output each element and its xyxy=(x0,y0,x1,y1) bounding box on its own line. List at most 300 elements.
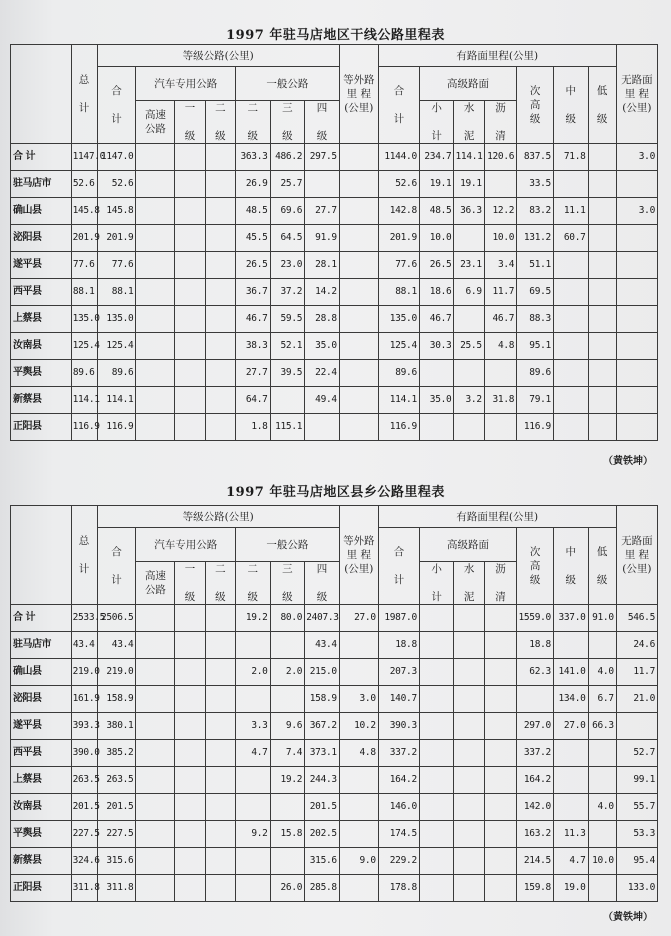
row-label xyxy=(11,875,72,902)
data-cell xyxy=(175,848,205,875)
data-cell xyxy=(270,794,305,821)
data-cell xyxy=(378,360,419,387)
asphalt-header-text: 沥 清 xyxy=(495,563,506,603)
data-cell xyxy=(616,252,657,279)
data-cell-text: 367.2 xyxy=(309,720,337,731)
data-cell xyxy=(270,252,305,279)
data-cell xyxy=(235,387,270,414)
data-cell xyxy=(136,360,175,387)
data-cell xyxy=(205,632,235,659)
data-cell xyxy=(588,279,616,306)
data-cell xyxy=(205,767,235,794)
data-cell-text: 116.9 xyxy=(523,421,551,432)
row-label-text: 西平县 xyxy=(13,286,42,297)
data-cell xyxy=(71,360,97,387)
data-cell-text: 131.2 xyxy=(523,232,551,243)
data-cell xyxy=(136,198,175,225)
data-cell xyxy=(205,306,235,333)
data-cell xyxy=(454,306,484,333)
data-cell-text: 390.3 xyxy=(389,720,417,731)
data-cell xyxy=(553,794,588,821)
sub-high-header xyxy=(517,528,554,605)
data-cell xyxy=(175,659,205,686)
data-cell-text: 27.7 xyxy=(245,367,268,378)
data-cell xyxy=(305,686,340,713)
data-cell xyxy=(205,252,235,279)
data-cell xyxy=(484,794,516,821)
data-cell xyxy=(305,333,340,360)
data-cell-text: 46.7 xyxy=(429,313,452,324)
data-cell xyxy=(97,387,136,414)
data-cell xyxy=(378,279,419,306)
data-cell-text: 315.6 xyxy=(106,855,134,866)
asphalt-header xyxy=(484,101,516,144)
data-cell-text: 24.6 xyxy=(633,639,655,650)
general-level2-header xyxy=(235,101,270,144)
data-cell-text: 546.5 xyxy=(627,612,655,623)
data-cell xyxy=(97,632,136,659)
data-cell-text: 26.5 xyxy=(245,259,268,270)
trunk-road-table xyxy=(10,44,658,441)
data-cell xyxy=(484,225,516,252)
data-cell xyxy=(136,225,175,252)
table-row xyxy=(11,848,658,875)
high-pavement-header-text: 高级路面 xyxy=(447,538,490,551)
table-row xyxy=(11,875,658,902)
high-subtotal-header-text: 小 计 xyxy=(431,102,442,142)
data-cell xyxy=(305,414,340,441)
data-cell xyxy=(235,848,270,875)
data-cell-text: 23.1 xyxy=(460,259,482,270)
data-cell-text: 18.6 xyxy=(429,286,452,297)
data-cell-text: 393.3 xyxy=(72,720,100,731)
data-cell-text: 7.4 xyxy=(285,747,303,758)
data-cell xyxy=(553,659,588,686)
data-cell-text: 3.0 xyxy=(638,151,655,162)
row-label-text: 合 计 xyxy=(13,612,35,623)
data-cell xyxy=(136,875,175,902)
data-cell xyxy=(235,605,270,632)
data-cell-text: 91.0 xyxy=(592,612,614,623)
data-cell-text: 36.7 xyxy=(245,286,268,297)
data-cell xyxy=(305,848,340,875)
data-cell xyxy=(339,279,378,306)
data-cell xyxy=(454,252,484,279)
data-cell-text: 125.4 xyxy=(72,340,100,351)
data-cell xyxy=(136,279,175,306)
data-cell xyxy=(517,387,554,414)
data-cell xyxy=(339,198,378,225)
data-cell xyxy=(305,659,340,686)
data-cell xyxy=(71,252,97,279)
data-cell-text: 77.6 xyxy=(111,259,134,270)
data-cell xyxy=(339,414,378,441)
data-cell xyxy=(517,414,554,441)
data-cell-text: 114.1 xyxy=(106,394,134,405)
data-cell xyxy=(205,279,235,306)
graded-road-header-text: 等级公路(公里) xyxy=(182,510,254,523)
general-road-header-text: 一般公路 xyxy=(266,77,309,90)
data-cell-text: 142.0 xyxy=(523,801,551,812)
data-cell xyxy=(205,144,235,171)
data-cell xyxy=(616,740,657,767)
paved-header xyxy=(378,45,616,67)
data-cell xyxy=(270,740,305,767)
data-cell xyxy=(136,767,175,794)
data-cell xyxy=(616,848,657,875)
data-cell-text: 114.1 xyxy=(455,151,483,162)
data-cell-text: 19.2 xyxy=(280,774,303,785)
data-cell-text: 55.7 xyxy=(633,801,655,812)
data-cell xyxy=(588,632,616,659)
row-label xyxy=(11,306,72,333)
data-cell xyxy=(71,144,106,171)
data-cell-text: 373.1 xyxy=(309,747,337,758)
data-cell xyxy=(419,279,454,306)
data-cell xyxy=(339,225,378,252)
data-cell xyxy=(71,414,100,441)
data-cell-text: 77.6 xyxy=(72,259,95,270)
data-cell xyxy=(205,686,235,713)
data-cell xyxy=(339,171,378,198)
row-label xyxy=(11,387,72,414)
data-cell xyxy=(484,306,516,333)
data-cell xyxy=(378,767,419,794)
data-cell xyxy=(305,144,340,171)
data-cell xyxy=(175,713,205,740)
middle-grade-header xyxy=(553,67,588,144)
data-cell-text: 2533.5 xyxy=(72,612,106,623)
data-cell-text: 285.8 xyxy=(309,882,337,893)
data-cell xyxy=(553,279,588,306)
data-cell xyxy=(553,333,588,360)
data-cell-text: 27.0 xyxy=(354,612,376,623)
auto-level1-header xyxy=(175,101,205,144)
data-cell xyxy=(71,632,97,659)
data-cell-text: 134.0 xyxy=(558,693,586,704)
data-cell-text: 174.5 xyxy=(389,828,417,839)
data-cell-text: 201.5 xyxy=(72,801,100,812)
data-cell xyxy=(419,659,454,686)
data-cell-text: 2.0 xyxy=(251,666,268,677)
table-row xyxy=(11,198,658,225)
data-cell xyxy=(484,875,516,902)
row-label-text: 驻马店市 xyxy=(13,178,51,189)
data-cell-text: 4.0 xyxy=(597,666,614,677)
data-cell-text: 88.1 xyxy=(72,286,95,297)
data-cell-text: 52.6 xyxy=(72,178,95,189)
data-cell xyxy=(553,306,588,333)
table-row xyxy=(11,171,658,198)
data-cell xyxy=(517,875,554,902)
unpaved-header xyxy=(616,45,657,144)
data-cell-text: 38.3 xyxy=(245,340,268,351)
paved-total-header xyxy=(378,67,419,144)
paved-total-header-text: 合 计 xyxy=(393,546,405,586)
data-cell-text: 25.7 xyxy=(280,178,303,189)
data-cell xyxy=(339,632,378,659)
data-cell-text: 201.5 xyxy=(309,801,337,812)
data-cell-text: 28.8 xyxy=(315,313,337,324)
data-cell xyxy=(305,740,340,767)
data-cell xyxy=(71,225,100,252)
data-cell-text: 89.6 xyxy=(529,367,551,378)
data-cell xyxy=(616,279,657,306)
row-label xyxy=(11,686,72,713)
data-cell-text: 19.1 xyxy=(460,178,482,189)
table-row xyxy=(11,414,658,441)
data-cell xyxy=(419,740,454,767)
data-cell xyxy=(378,632,419,659)
data-cell xyxy=(378,659,419,686)
data-cell-text: 35.0 xyxy=(429,394,452,405)
data-cell xyxy=(484,333,516,360)
data-cell-text: 62.3 xyxy=(529,666,551,677)
data-cell xyxy=(205,659,235,686)
data-cell xyxy=(378,848,419,875)
auto-level2-header-text: 二 级 xyxy=(215,102,226,142)
data-cell-text: 83.2 xyxy=(529,205,551,216)
data-cell-text: 43.4 xyxy=(111,639,134,650)
data-cell xyxy=(616,605,657,632)
data-cell xyxy=(339,144,378,171)
expressway-header-text: 高速 公路 xyxy=(144,570,166,596)
data-cell xyxy=(205,605,235,632)
data-cell-text: 10.0 xyxy=(492,232,515,243)
data-cell xyxy=(553,252,588,279)
table-row xyxy=(11,279,658,306)
corner-header xyxy=(11,45,72,144)
data-cell xyxy=(419,198,454,225)
data-cell xyxy=(305,198,340,225)
data-cell xyxy=(71,306,100,333)
data-cell xyxy=(588,767,616,794)
table-2-source: （黄铁坤） xyxy=(603,912,653,923)
data-cell-text: 201.5 xyxy=(106,801,134,812)
data-cell xyxy=(97,821,136,848)
data-cell xyxy=(616,333,657,360)
data-cell xyxy=(616,387,657,414)
data-cell xyxy=(454,198,484,225)
general-road-header xyxy=(235,528,339,562)
data-cell xyxy=(419,632,454,659)
data-cell xyxy=(588,387,616,414)
data-cell xyxy=(175,198,205,225)
data-cell-text: 18.8 xyxy=(395,639,417,650)
data-cell xyxy=(419,875,454,902)
data-cell xyxy=(517,686,554,713)
data-cell xyxy=(305,360,340,387)
data-cell xyxy=(378,740,419,767)
row-label xyxy=(11,767,72,794)
data-cell xyxy=(553,144,588,171)
data-cell xyxy=(339,360,378,387)
data-cell-text: 363.3 xyxy=(240,151,268,162)
data-cell xyxy=(339,659,378,686)
data-cell-text: 207.3 xyxy=(389,666,417,677)
middle-grade-header-text: 中 级 xyxy=(565,546,577,586)
data-cell xyxy=(235,333,270,360)
data-cell xyxy=(378,414,419,441)
data-cell-text: 10.0 xyxy=(429,232,452,243)
data-cell xyxy=(270,171,305,198)
data-cell-text: 116.9 xyxy=(72,421,100,432)
data-cell-text: 297.5 xyxy=(309,151,337,162)
data-cell xyxy=(588,713,616,740)
data-cell xyxy=(517,198,554,225)
data-cell xyxy=(378,171,419,198)
data-cell xyxy=(517,713,554,740)
data-cell xyxy=(136,686,175,713)
data-cell-text: 141.0 xyxy=(558,666,586,677)
paved-total-header-text: 合 计 xyxy=(393,85,405,125)
data-cell xyxy=(270,144,305,171)
table-row xyxy=(11,306,658,333)
data-cell-text: 311.8 xyxy=(106,882,134,893)
data-cell-text: 25.5 xyxy=(460,340,482,351)
data-cell-text: 19.0 xyxy=(563,882,586,893)
data-cell xyxy=(378,333,419,360)
data-cell xyxy=(419,794,454,821)
data-cell xyxy=(270,414,305,441)
data-cell-text: 45.5 xyxy=(245,232,268,243)
data-cell xyxy=(588,333,616,360)
data-cell xyxy=(136,171,175,198)
data-cell-text: 337.2 xyxy=(523,747,551,758)
data-cell xyxy=(484,279,516,306)
data-cell xyxy=(175,740,205,767)
data-cell xyxy=(97,848,136,875)
data-cell xyxy=(454,821,484,848)
data-cell-text: 178.8 xyxy=(389,882,417,893)
data-cell xyxy=(305,225,340,252)
data-cell xyxy=(419,713,454,740)
data-cell xyxy=(305,794,340,821)
data-cell xyxy=(484,848,516,875)
paved-header-text: 有路面里程(公里) xyxy=(456,49,539,62)
data-cell xyxy=(71,821,100,848)
general-level3-header xyxy=(270,101,305,144)
data-cell xyxy=(339,848,378,875)
data-cell xyxy=(419,686,454,713)
data-cell-text: 52.1 xyxy=(280,340,303,351)
data-cell xyxy=(235,360,270,387)
sub-high-header-text: 次 高 级 xyxy=(529,85,541,125)
data-cell-text: 88.1 xyxy=(395,286,417,297)
substandard-header xyxy=(339,506,378,605)
data-cell xyxy=(270,767,305,794)
data-cell-text: 324.6 xyxy=(72,855,100,866)
data-cell-text: 10.2 xyxy=(354,720,376,731)
data-cell xyxy=(378,686,419,713)
data-cell xyxy=(378,875,419,902)
data-cell xyxy=(175,414,205,441)
data-cell-text: 164.2 xyxy=(389,774,417,785)
data-cell xyxy=(205,171,235,198)
data-cell-text: 9.6 xyxy=(285,720,303,731)
high-subtotal-header xyxy=(419,101,454,144)
data-cell xyxy=(378,306,419,333)
data-cell xyxy=(616,713,657,740)
data-cell xyxy=(588,171,616,198)
data-cell-text: 145.8 xyxy=(106,205,134,216)
row-label-text: 合 计 xyxy=(13,151,35,162)
table-row xyxy=(11,360,658,387)
low-grade-header-text: 低 级 xyxy=(596,546,608,586)
data-cell xyxy=(205,848,235,875)
data-cell-text: 3.4 xyxy=(497,259,515,270)
data-cell xyxy=(97,686,136,713)
data-cell xyxy=(305,279,340,306)
general-level2-header-text: 二 级 xyxy=(247,563,259,603)
data-cell xyxy=(419,225,454,252)
data-cell xyxy=(339,794,378,821)
data-cell xyxy=(517,225,554,252)
data-cell-text: 43.4 xyxy=(315,639,337,650)
data-cell-text: 35.0 xyxy=(315,340,337,351)
row-label-text: 正阳县 xyxy=(13,421,42,432)
data-cell-text: 337.0 xyxy=(558,612,586,623)
general-level4-header-text: 四 级 xyxy=(316,563,328,603)
data-cell xyxy=(588,306,616,333)
row-label xyxy=(11,279,72,306)
table-row xyxy=(11,144,658,171)
data-cell xyxy=(553,387,588,414)
data-cell xyxy=(136,848,175,875)
table-row xyxy=(11,333,658,360)
data-cell-text: 142.8 xyxy=(389,205,417,216)
data-cell xyxy=(588,686,616,713)
data-cell xyxy=(270,821,305,848)
data-cell xyxy=(71,659,100,686)
data-cell xyxy=(419,306,454,333)
data-cell-text: 2506.5 xyxy=(100,612,134,623)
data-cell-text: 36.3 xyxy=(460,205,482,216)
data-cell xyxy=(97,252,136,279)
data-cell xyxy=(419,360,454,387)
general-road-header xyxy=(235,67,339,101)
data-cell xyxy=(235,632,270,659)
data-cell xyxy=(97,740,136,767)
high-pavement-header xyxy=(419,67,516,101)
data-cell-text: 158.9 xyxy=(106,693,134,704)
data-cell xyxy=(517,740,554,767)
middle-grade-header xyxy=(553,528,588,605)
row-label xyxy=(11,848,72,875)
table-row xyxy=(11,252,658,279)
data-cell-text: 53.3 xyxy=(633,828,655,839)
row-label-text: 平舆县 xyxy=(13,828,42,839)
data-cell xyxy=(71,875,100,902)
data-cell-text: 48.5 xyxy=(245,205,268,216)
data-cell xyxy=(517,171,554,198)
data-cell-text: 159.8 xyxy=(523,882,551,893)
unpaved-header xyxy=(616,506,657,605)
data-cell xyxy=(175,171,205,198)
data-cell xyxy=(205,225,235,252)
data-cell-text: 227.5 xyxy=(106,828,134,839)
expressway-header xyxy=(136,101,175,144)
data-cell-text: 9.2 xyxy=(251,828,268,839)
data-cell-text: 1147.0 xyxy=(100,151,134,162)
data-cell xyxy=(270,279,305,306)
row-label xyxy=(11,171,72,198)
data-cell xyxy=(419,821,454,848)
data-cell-text: 146.0 xyxy=(389,801,417,812)
graded-total-header xyxy=(97,67,136,144)
data-cell-text: 161.9 xyxy=(72,693,100,704)
general-level2-header xyxy=(235,562,270,605)
